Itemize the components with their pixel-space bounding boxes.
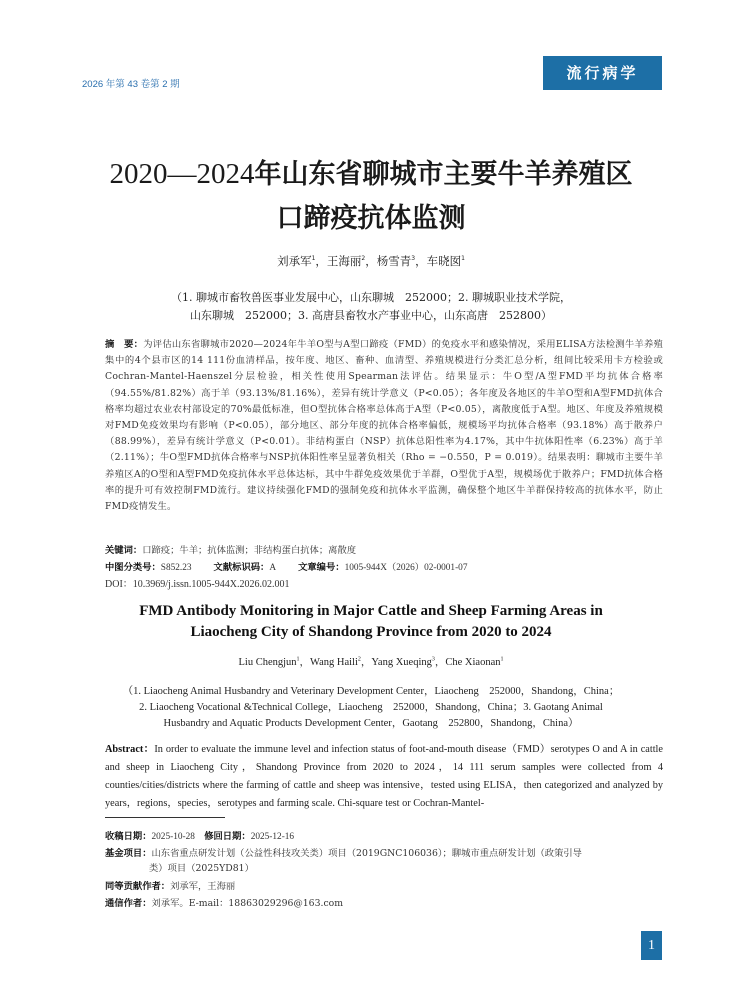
title-year-range: 2020—2024: [109, 158, 255, 190]
author-name: Liu Chengjun: [238, 657, 297, 668]
affiliation-marker: 2: [361, 255, 366, 263]
affiliation-marker: 1: [311, 255, 316, 263]
author-name: Che Xiaonan: [445, 657, 501, 668]
revised-label: 修回日期：: [204, 831, 251, 842]
affiliation-marker: 1: [461, 255, 465, 263]
page-number: 1: [641, 931, 662, 960]
abstract-english-label: Abstract：: [105, 744, 155, 755]
author-name: 杨雪青: [376, 254, 412, 268]
keywords-text: 口蹄疫；牛羊；抗体监测；非结构蛋白抗体；离散度: [142, 545, 357, 556]
section-tag: 流行病学: [543, 56, 662, 90]
abstract-chinese: [105, 337, 663, 515]
abstract-english: [105, 741, 663, 813]
doc-code: A: [269, 563, 277, 573]
keywords-chinese: [105, 542, 663, 556]
footnote-corresponding-author: [105, 896, 675, 911]
corresponding-label: 通信作者：: [105, 898, 152, 909]
funding-label: 基金项目：: [105, 848, 152, 859]
classification-line: [105, 559, 663, 573]
footnote-equal-contribution: [105, 879, 675, 894]
affiliation-english-line-3: Husbandry and Aquatic Products Development Center，Gaotang 252800，Shandong，China）: [163, 718, 579, 729]
clc-label: 中图分类号：: [105, 562, 161, 573]
author-name: 车晓囡: [426, 254, 462, 268]
corresponding-author: 刘承军。E-mail：18863029296@163.com: [151, 898, 344, 909]
affiliation-marker: 3: [431, 656, 435, 663]
footnote-dates: [105, 829, 675, 845]
author-name: Yang Xueqing: [371, 657, 432, 668]
doi: DOI：10.3969/j.issn.1005-944X.2026.02.001: [105, 579, 290, 590]
keywords-label: 关键词：: [105, 545, 143, 556]
chinese-title-line-2: 口蹄疫抗体监测: [276, 203, 466, 234]
footnote-funding: [105, 846, 675, 876]
issue-info: 2026 年第 43 卷第 2 期: [82, 79, 180, 90]
english-title-line-1: FMD Antibody Monitoring in Major Cattle and Sheep Farming Areas in: [139, 603, 603, 619]
author-name: Wang Haili: [310, 657, 358, 668]
affiliation-chinese-line-1: （1. 聊城市畜牧兽医事业发展中心，山东聊城 252000；2. 聊城职业技术学院，: [171, 291, 571, 304]
article-number: 1005-944X（2026）02-0001-07: [344, 563, 468, 573]
authors-english: Liu Chengjun$^1$，Wang Haili$^2$，Yang Xueqing$^3$，Che Xiaonan$^1$: [238, 656, 504, 668]
equal-contribution-authors: 刘承军，王海丽: [170, 881, 236, 892]
clc-code: S852.23: [160, 563, 192, 573]
english-title-line-2: Liaocheng City of Shandong Province from 2020 to 2024: [190, 624, 552, 640]
doc-code-label: 文献标识码：: [213, 562, 270, 573]
abstract-english-text: In order to evaluate the immune level and infection status of foot-and-mouth disease（FMD）serotypes O and A in cattle and sheep in Liaocheng City，Shandong Province from 2020 to 2024，14 111 serum samples were collected from 4 counties/cities/districts where the farming of cattle and sheep was intensive，tested using ELISA，then categorized and analyzed by years，regions，species，serotypes and farming scale. Chi-square test or Cochran-Mantel-: [105, 744, 663, 809]
affiliation-english-line-2: 2. Liaocheng Vocational &Technical College，Liaocheng 252000，Shandong，China；3. Gaotang Animal: [139, 702, 603, 713]
author-name: 王海丽: [326, 254, 362, 268]
author-name: 刘承军: [277, 254, 312, 268]
affiliation-marker: 1: [296, 656, 300, 663]
affiliation-marker: 3: [411, 255, 416, 263]
footnote-divider: [105, 817, 225, 818]
abstract-label: 摘 要：: [105, 339, 144, 350]
article-number-label: 文章编号：: [298, 562, 345, 573]
funding-text-1: 山东省重点研发计划（公益性科技攻关类）项目（2019GNC106036）；聊城市重点研发计划（政策引导: [151, 848, 582, 859]
revised-date: 2025-12-16: [250, 832, 295, 842]
received-label: 收稿日期：: [105, 831, 152, 842]
authors-chinese: 刘承军$^1$，王海丽$^2$，杨雪青$^3$，车晓囡$^1$: [277, 254, 465, 268]
affiliation-marker: 2: [357, 656, 361, 663]
equal-contribution-label: 同等贡献作者：: [105, 881, 171, 892]
received-date: 2025-10-28: [151, 832, 195, 842]
funding-text-2: 类）项目（2025YD81）: [149, 863, 254, 874]
abstract-chinese-text: 为评估山东省聊城市2020—2024年牛羊O型与A型口蹄疫（FMD）的免疫水平和感染情况，采用ELISA方法检测牛羊养殖集中的4个县市区的14 111份血清样品，按年度、地区、畜种、血清型、养殖规模进行分类汇总分析，组间比较采用卡方检验或Cochran-Mantel-Haenszel分层检验，相关性使用Spearman法评估。结果显示：牛O型/A型FMD平均抗体合格率（94.55%/81.82%）高于羊（93.13%/81.16%），差异有统计学意义（P<0.05）；各年度及各地区的牛羊O型和A型FMD抗体合格率均超过农业农村部设定的70%最低标准，但O型抗体合格率总体高于A型（P<0.05），离散度低于A型。地区、年度及养殖规模对FMD免疫效果均有影响（P<0.05），部分地区、部分年度的抗体合格率偏低，规模场平均抗体合格率（93.18%）高于散养户（88.99%），差异有统计学意义（P<0.01）。非结构蛋白（NSP）抗体总阳性率为4.17%，其中牛抗体阳性率（6.23%）高于羊（2.11%）；牛O型FMD抗体合格率与NSP抗体阳性率呈显著负相关（Rho = −0.550，P = 0.019）。结果表明：聊城市主要牛羊养殖区A的O型和A型FMD免疫抗体水平总体达标，其中牛群免疫效果优于羊群，O型优于A型，规模场优于散养户；FMD抗体合格率的提升可有效控制FMD流行。建议持续强化FMD的强制免疫和抗体水平监测，确保整个地区牛羊群保持较高的抗体水平，防止FMD疫情发生。: [105, 339, 663, 513]
affiliation-marker: 1: [500, 656, 504, 663]
affiliation-chinese-line-2: 山东聊城 252000；3. 高唐县畜牧水产事业中心，山东高唐 252800）: [190, 309, 552, 322]
affiliation-english-line-1: （1. Liaocheng Animal Husbandry and Veterinary Development Center，Liaocheng 252000，Shandong，China；: [122, 686, 620, 697]
chinese-title-line-1: [70, 152, 672, 191]
title-text-1: 年山东省聊城市主要牛羊养殖区: [254, 159, 633, 190]
